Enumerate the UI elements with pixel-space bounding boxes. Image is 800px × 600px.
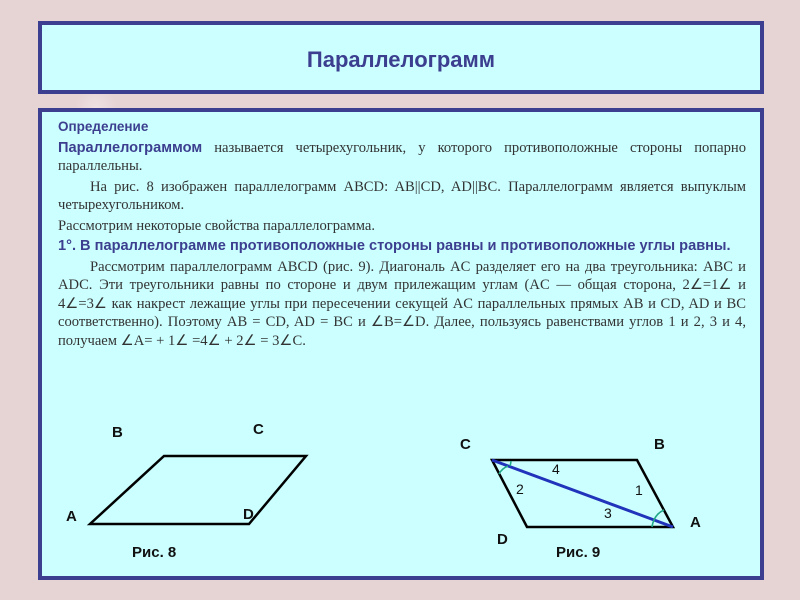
- fig9-angle-1: 1: [635, 482, 643, 498]
- proof-paragraph: Рассмотрим параллелограмм ABCD (рис. 9). Диагональ AC разделяет его на два треугольника: ABC и ADC. Эти треугольники равны по стороне и двум прилежащим углам (AC — общая сторона, 2∠=1∠ и 4∠=3∠ как накрест лежащие углы при пересечении секущей AC параллельных прямых AB и CD, AD и BC соответственно). Поэтому AB = CD, AD = BC и ∠B=∠D. Далее, пользуясь равенствами углов 1 и 2, 3 и 4, получаем ∠A= + 1∠ =4∠ + 2∠ = 3∠C.: [58, 258, 746, 349]
- property-1: 1°. В параллелограмме противоположные стороны равны и противоположные углы равны.: [58, 238, 731, 254]
- fig9-caption: Рис. 9: [556, 544, 601, 561]
- section-label: Определение: [58, 119, 149, 134]
- definition-term: Параллелограммом: [58, 139, 203, 156]
- content-panel: [38, 108, 764, 580]
- figure-8-parallelogram: [82, 448, 282, 538]
- figure-9-parallelogram: [482, 450, 682, 540]
- fig9-label-b: B: [654, 436, 665, 453]
- fig9-label-a: A: [690, 514, 701, 531]
- angle-arc-a: [654, 510, 664, 520]
- fig8-paragraph: На рис. 8 изображен параллелограмм ABCD: AB||CD, AD||BC. Параллелограмм является выпуклым четырехугольником.: [58, 178, 746, 213]
- definition-text: называется четырехугольник, у которого противоположные стороны попарно параллельны.: [58, 139, 746, 174]
- fig9-angle-3: 3: [604, 505, 612, 521]
- definition-paragraph: [58, 139, 746, 176]
- text-block: [58, 118, 746, 352]
- fig9-angle-2: 2: [516, 481, 524, 497]
- fig8-label-c: C: [253, 421, 264, 438]
- fig8-label-b: B: [112, 424, 123, 441]
- slide-title: Параллелограмм: [306, 47, 496, 72]
- parallelogram-abcd: [90, 456, 306, 524]
- fig8-label-a: A: [66, 508, 77, 525]
- fig9-label-c: C: [460, 436, 471, 453]
- angle-arc-c2: [510, 461, 511, 466]
- properties-intro: Рассмотрим некоторые свойства параллелограмма.: [58, 217, 376, 234]
- fig8-label-d: D: [243, 506, 254, 523]
- angle-arc-c: [499, 466, 508, 474]
- fig9-angle-4: 4: [552, 461, 560, 477]
- fig8-caption: Рис. 8: [132, 544, 177, 561]
- title-panel: [38, 21, 764, 94]
- fig9-label-d: D: [497, 531, 508, 548]
